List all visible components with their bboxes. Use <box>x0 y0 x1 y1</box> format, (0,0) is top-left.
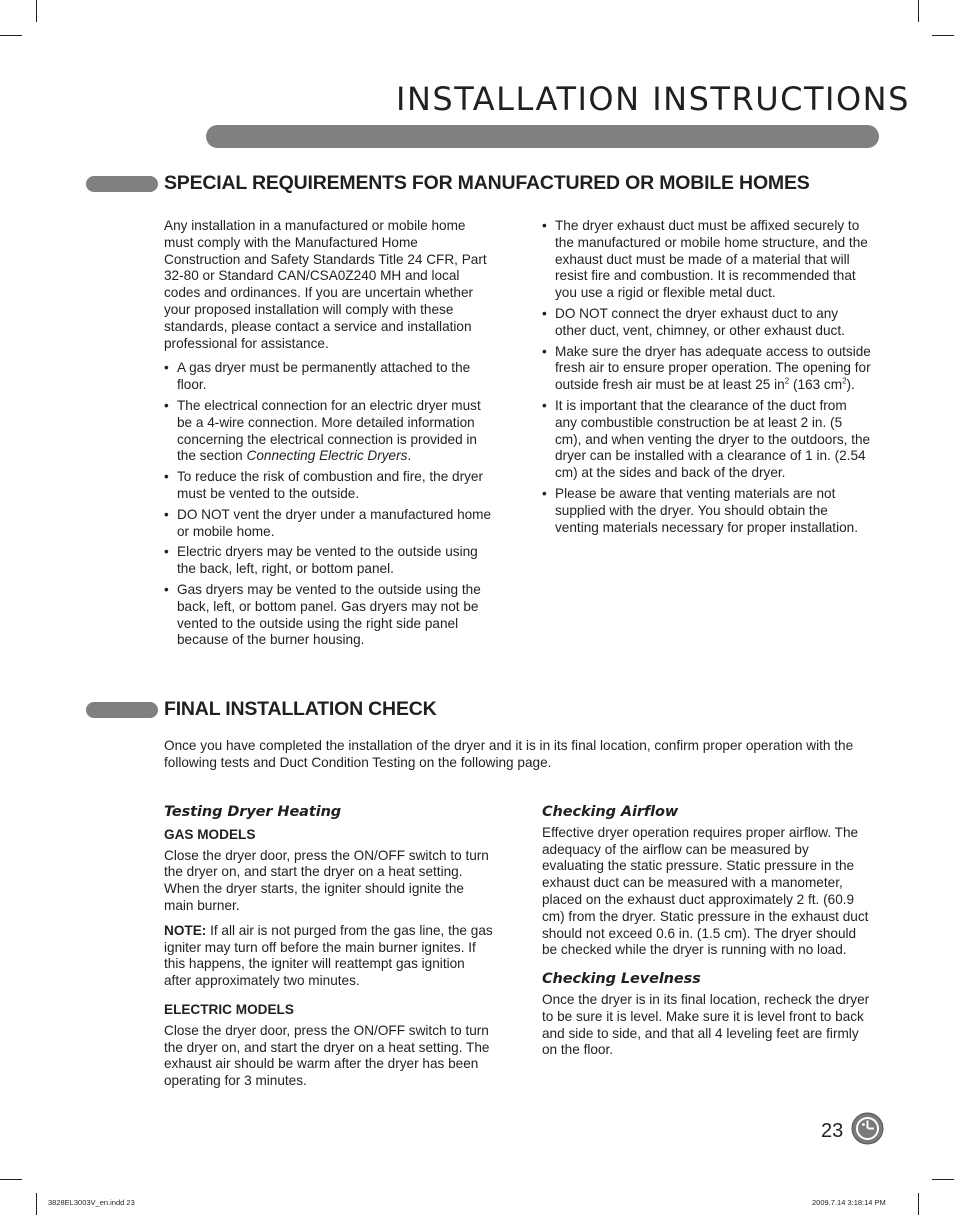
crop-mark <box>36 1193 37 1215</box>
section-heading-final-check: FINAL INSTALLATION CHECK <box>164 698 437 720</box>
section2-right-column <box>542 804 872 1067</box>
gas-models-text: Close the dryer door, press the ON/OFF switch to turn the dryer on, and start the dryer on a heat setting. When the dryer starts, the igniter should ignite the main burner. <box>164 847 489 913</box>
subheading-testing-heating: Testing Dryer Heating <box>164 804 342 820</box>
section2-intro: Once you have completed the installation of the dryer and it is in its final location, confirm proper operation with the following tests and Duct Condition Testing on the following page. <box>164 738 854 770</box>
subheading-airflow: Checking Airflow <box>542 804 679 820</box>
crop-mark <box>0 35 22 36</box>
section-heading-manufactured-homes: SPECIAL REQUIREMENTS FOR MANUFACTURED OR MOBILE HOMES <box>164 172 810 194</box>
section-marker <box>86 176 158 192</box>
footer-timestamp: 2009.7.14 3:18:14 PM <box>812 1198 886 1207</box>
footer-file-info: 3828EL3003V_en.indd 23 <box>48 1198 135 1207</box>
subheading-levelness: Checking Levelness <box>542 971 701 988</box>
page-title: INSTALLATION INSTRUCTIONS <box>396 80 910 118</box>
list-item: • The electrical connection for an electric dryer must be a 4-wire connection. More detailed information concerning the electrical connection is provided in the section Connecting Electric Dryers. <box>164 398 494 465</box>
section1-intro: Any installation in a manufactured or mobile home must comply with the Manufactured Home Construction and Safety Standards Title 24 CFR, Part 32-80 or Standard CAN/CSA0Z240 MH and local codes and ordinances. If you are uncertain whether your proposed installation will comply with these standards, please contact a service and installation professional for assistance. <box>164 218 487 351</box>
note-paragraph: NOTE: If all air is not purged from the gas line, the gas igniter may turn off before the main burner ignites. If this happens, the igniter will reattempt gas ignition after approximately two minutes. <box>164 922 493 989</box>
section1-right-bullets <box>542 218 872 536</box>
list-item: • Gas dryers may be vented to the outside using the back, left, or bottom panel. Gas dryers may not be vented to the outside using the right side panel because of the burner housing. <box>164 582 494 649</box>
list-item: • Please be aware that venting materials are not supplied with the dryer. You should obtain the venting materials necessary for proper installation. <box>542 486 872 536</box>
list-item: • A gas dryer must be permanently attached to the floor. <box>164 360 494 394</box>
section1-left-column <box>164 218 494 653</box>
crop-mark <box>36 0 37 22</box>
electric-models-label: ELECTRIC MODELS <box>164 1001 294 1017</box>
crop-mark <box>932 35 954 36</box>
list-item: • Make sure the dryer has adequate access to outside fresh air to ensure proper operation. The opening for outside fresh air must be at least 25 $in^2$ (163 $cm^2$). <box>542 344 872 394</box>
levelness-text: Once the dryer is in its final location, recheck the dryer to be sure it is level. Make sure it is level front to back and side to side, and that all 4 leveling feet are firmly on the floor. <box>542 991 870 1058</box>
section1-left-bullets <box>164 360 494 649</box>
crop-mark <box>918 0 919 22</box>
title-bar <box>206 125 879 148</box>
section-marker <box>86 702 158 718</box>
gas-models-label: GAS MODELS <box>164 826 256 842</box>
crop-mark <box>0 1179 22 1180</box>
section1-right-column <box>542 218 872 540</box>
electric-models-text: Close the dryer door, press the ON/OFF switch to turn the dryer on, and start the dryer on a heat setting. The exhaust air should be warm after the dryer has been operating for 3 minutes. <box>164 1022 490 1089</box>
list-item: • DO NOT vent the dryer under a manufactured home or mobile home. <box>164 507 494 541</box>
page-number: 23 <box>821 1120 844 1142</box>
list-item: • The dryer exhaust duct must be affixed securely to the manufactured or mobile home structure, and the exhaust duct must be made of a material that will resist fire and combustion. It is recommended that you use a rigid or flexible metal duct. <box>542 218 872 302</box>
section2-left-column <box>164 804 494 1098</box>
list-item: • DO NOT connect the dryer exhaust duct to any other duct, vent, chimney, or other exhaust duct. <box>542 306 872 340</box>
list-item: • To reduce the risk of combustion and fire, the dryer must be vented to the outside. <box>164 469 494 503</box>
list-item: • Electric dryers may be vented to the outside using the back, left, right, or bottom panel. <box>164 544 494 578</box>
lg-logo-icon <box>851 1112 884 1145</box>
list-item: • It is important that the clearance of the duct from any combustible construction be at least 2 in. (5 cm), and when venting the dryer to the outdoors, the dryer can be installed with a clearance of 1 in. (2.54 cm) at the sides and back of the dryer. <box>542 398 872 482</box>
crop-mark <box>918 1193 919 1215</box>
crop-mark <box>932 1179 954 1180</box>
airflow-text: Effective dryer operation requires proper airflow. The adequacy of the airflow can be measured by evaluating the static pressure. Static pressure in the exhaust duct can be measured with a manometer, placed on the exhaust duct approximately 2 ft. (60.9 cm) from the dryer. Static pressure in the exhaust duct should not exceed 0.6 in. (1.5 cm). The dryer should be checked while the dryer is running with no load. <box>542 824 869 958</box>
